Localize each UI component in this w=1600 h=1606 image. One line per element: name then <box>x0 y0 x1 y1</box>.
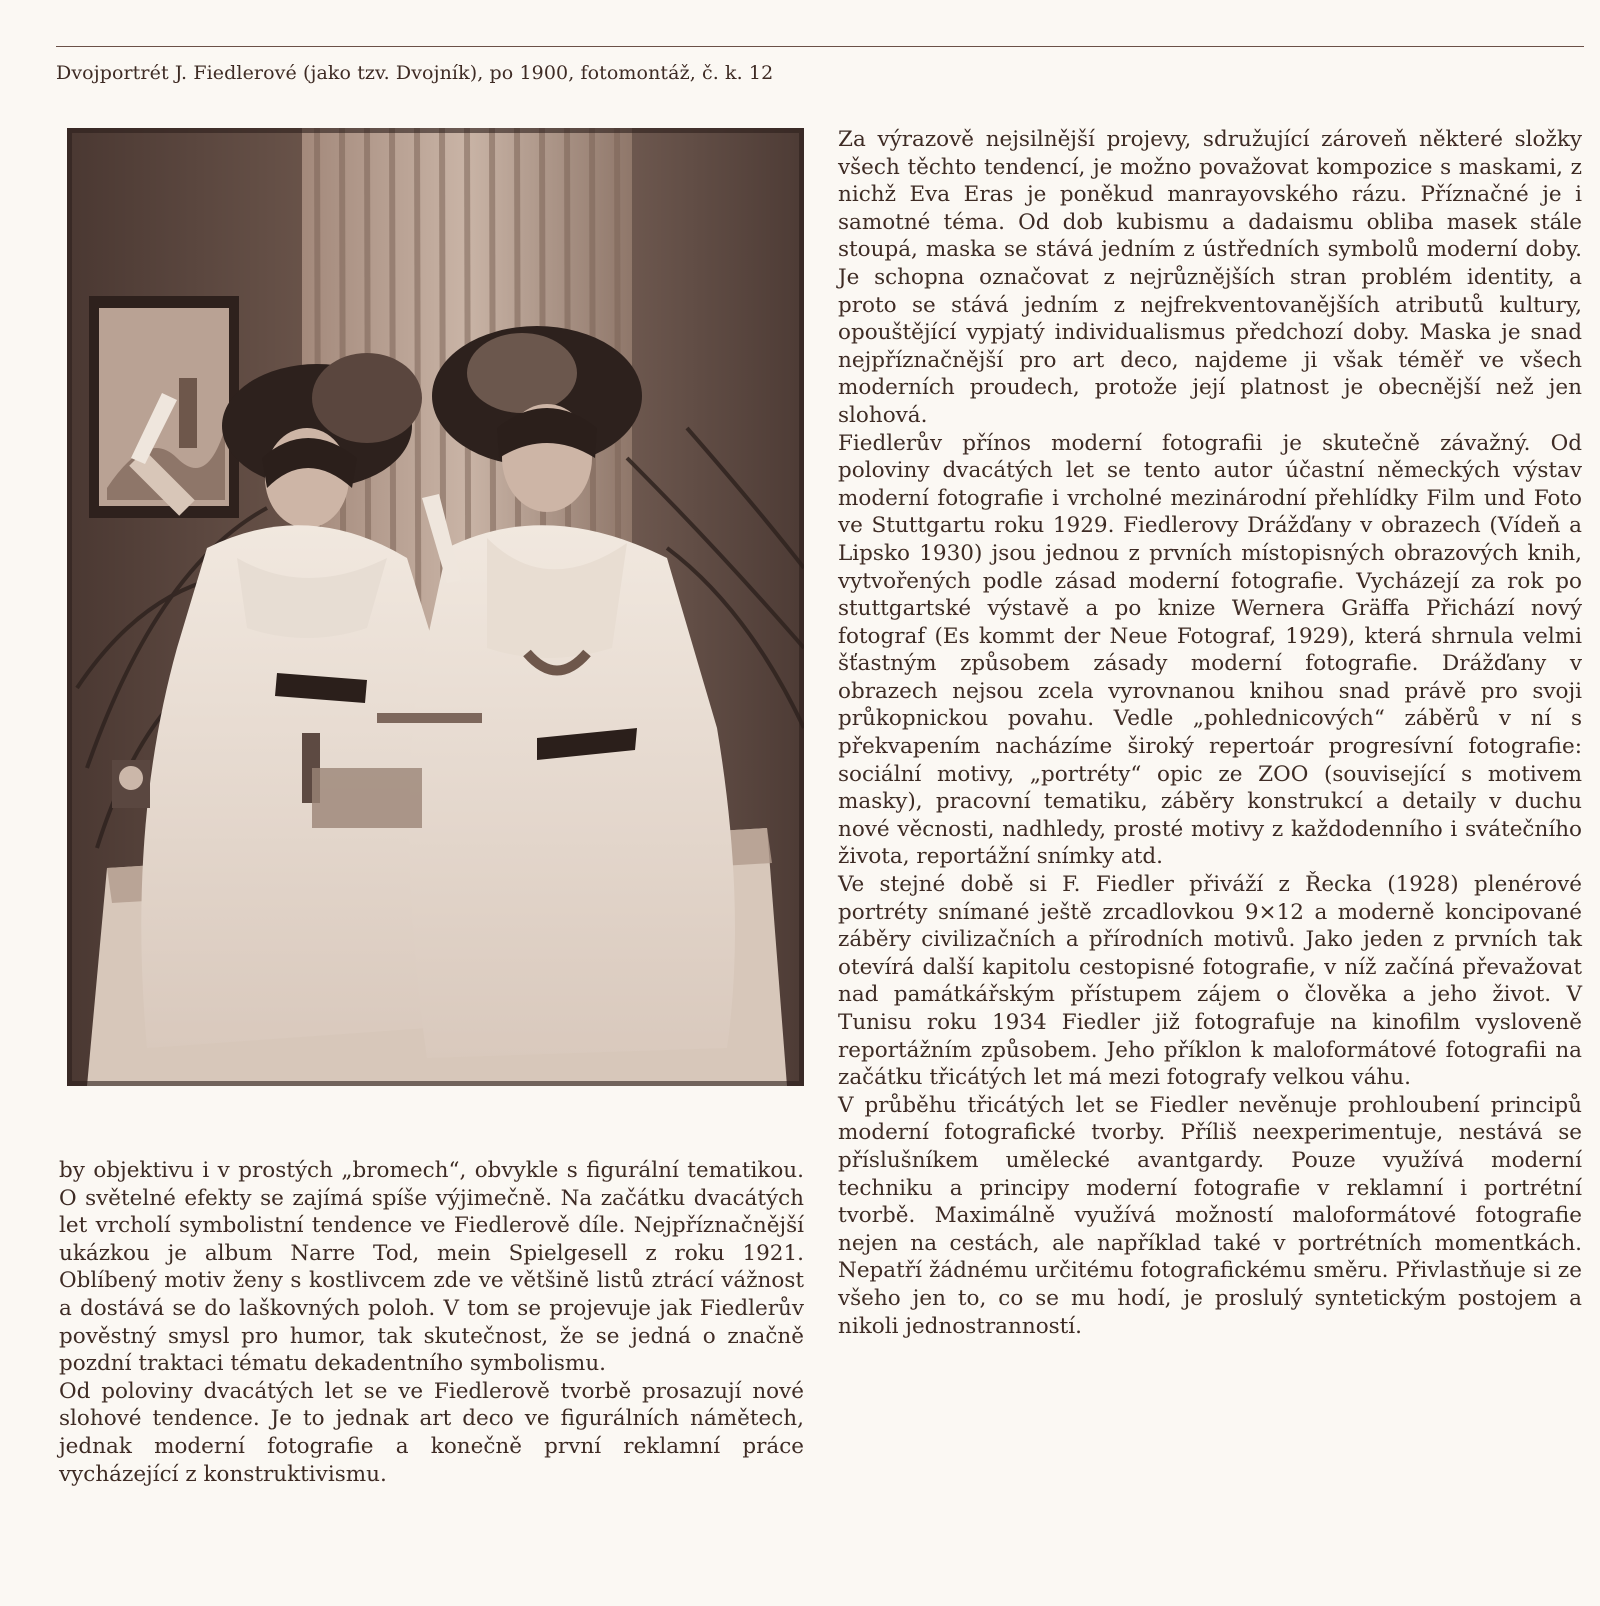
left-paragraph-1: by objektivu i v prostých „bromech“, obvykle s figurální tematikou. O světelné efekty se zajímá spíše výjimečně. Na začátku dvacátých let vrcholí symbolistní tendence ve Fiedlerově díle. Nejpříznačnější ukázkou je album Narre Tod, mein Spielgesell z roku 1921. Oblíbený motiv ženy s kostlivcem zde ve většině listů ztrácí vážnost a dostává se do laškovných poloh. V tom se projevuje jak Fiedlerův pověstný smysl pro humor, tak skutečnost, že se jedná o značně pozdní traktaci tématu dekadentního symbolismu. <box>59 1158 804 1377</box>
right-paragraph-3: Ve stejné době si F. Fiedler přiváží z Řecka (1928) plenérové portréty snímané ještě zrcadlovkou 9×12 a moderně koncipované záběry civilizačních a přírodních motivů. Jako jeden z prvních tak otevírá další kapitolu cestopisné fotografie, v níž začíná převažovat nad památkářským přístupem zájem o člověka a jeho život. V Tunisu roku 1934 Fiedler již fotografuje na kinofilm vysloveně reportážním způsobem. Jeho příklon k maloformátové fotografii na začátku třicátých let má mezi fotografy velkou váhu. <box>838 872 1582 1091</box>
right-column-text <box>838 126 1582 1340</box>
photo-image <box>67 128 804 1086</box>
double-portrait-photo <box>67 128 804 1086</box>
left-paragraph-2: Od poloviny dvacátých let se ve Fiedlerově tvorbě prosazují nové slohové tendence. Je to jednak art deco ve figurálních námětech, jednak moderní fotografie a konečně první reklamní práce vycházející z konstruktivismu. <box>59 1378 804 1487</box>
right-paragraph-2: Fiedlerův přínos moderní fotografii je skutečně závažný. Od poloviny dvacátých let se tento autor účastní německých výstav moderní fotografie i vrcholné mezinárodní přehlídky Film und Foto ve Stuttgartu roku 1929. Fiedlerovy Drážďany v obrazech (Vídeň a Lipsko 1930) jsou jednou z prvních místopisných obrazových knih, vytvořených podle zásad moderní fotografie. Vycházejí za rok po stuttgartské výstavě a po knize Wernera Gräffa Přichází nový fotograf (Es kommt der Neue Fotograf, 1929), která shrnula velmi šťastným způsobem zásady moderní fotografie. Drážďany v obrazech nejsou zcela vyrovnanou knihou snad právě pro svoji průkopnickou povahu. Vedle „pohlednicových“ záběrů v ní s překvapením nacházíme široký repertoár progresívní fotografie: sociální motivy, „portréty“ opic ze ZOO (související s motivem masky), pracovní tematiku, záběry konstrukcí a detaily v duchu nové věcnosti, nadhledy, prosté motivy z každodenního i svátečního života, reportážní snímky atd. <box>838 430 1582 870</box>
photo-caption: Dvojportrét J. Fiedlerové (jako tzv. Dvojník), po 1900, fotomontáž, č. k. 12 <box>56 62 774 84</box>
right-paragraph-4: V průběhu třicátých let se Fiedler nevěnuje prohloubení principů moderní fotografické tvorby. Příliš neexperimentuje, nestává se příslušníkem umělecké avantgardy. Pouze využívá moderní techniku a principy moderní fotografie v reklamní i portrétní tvorbě. Maximálně využívá možností maloformátové fotografie nejen na cestách, ale například také v portrétních momentkách. Nepatří žádnému určitému fotografickému směru. Přivlastňuje si ze všeho jen to, co se mu hodí, je proslulý syntetickým postojem a nikoli jednostranností. <box>838 1092 1582 1339</box>
left-column-text <box>59 1157 804 1488</box>
top-rule <box>56 46 1584 47</box>
right-paragraph-1: Za výrazově nejsilnější projevy, sdružující zároveň některé složky všech těchto tendencí, je možno považovat kompozice s maskami, z nichž Eva Eras je poněkud manrayovského rázu. Příznačné je i samotné téma. Od dob kubismu a dadaismu obliba masek stále stoupá, maska se stává jedním z ústředních symbolů moderní doby. Je schopna označovat z nejrůznějších stran problém identity, a proto se stává jedním z nejfrekventovanějších atributů kultury, opouštějící vypjatý individualismus předchozí doby. Maska je snad nejpříznačnější pro art deco, najdeme ji však téměř ve všech moderních proudech, protože její platnost je obecnější než jen slohová. <box>838 127 1582 428</box>
